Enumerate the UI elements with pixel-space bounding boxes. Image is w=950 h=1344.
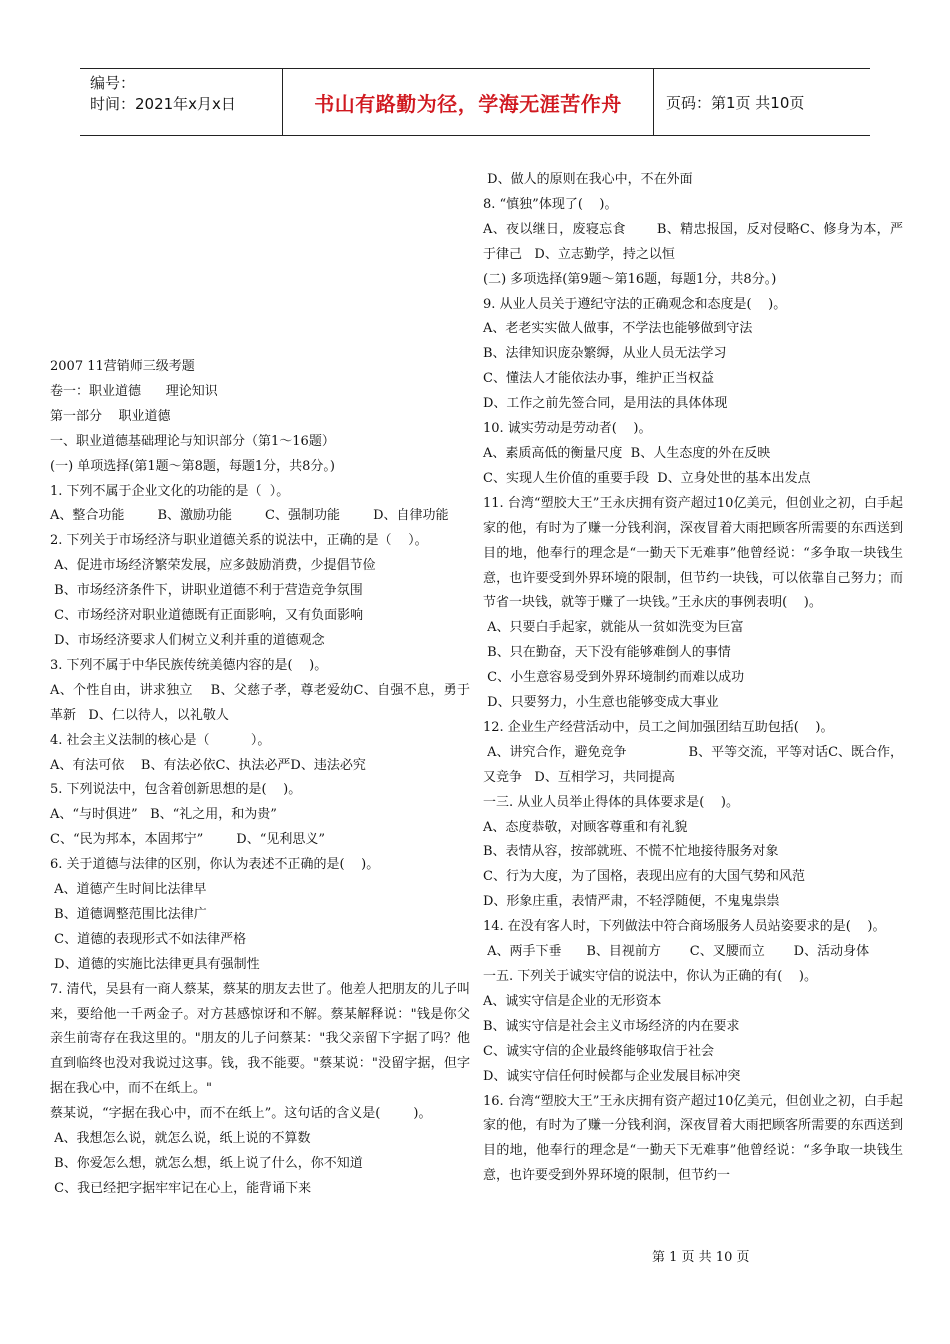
text-line: B、法律知识庞杂繁缛，从业人员无法学习 xyxy=(483,346,727,362)
text-line: C、实现人生价值的重要手段 D、立身处世的基本出发点 xyxy=(483,470,811,486)
text-line: 第一部分 职业道德 xyxy=(50,408,171,424)
time-label: 时间：2021年x月x日 xyxy=(90,95,236,113)
text-line: B、诚实守信是社会主义市场经济的内在要求 xyxy=(483,1018,740,1034)
text-line: 2007 11营销师三级考题 xyxy=(50,359,195,374)
text-line: 4. 社会主义法制的核心是（ ）。 xyxy=(50,732,271,748)
text-line: D、道德的实施比法律更具有强制性 xyxy=(50,956,260,972)
text-line: C、市场经济对职业道德既有正面影响，又有负面影响 xyxy=(50,608,364,624)
text-line: A、我想怎么说，就怎么说，纸上说的不算数 xyxy=(50,1131,311,1147)
page-header xyxy=(80,68,870,136)
number-label: 编号： xyxy=(90,74,136,92)
text-line: B、市场经济条件下，讲职业道德不利于营造竞争氛围 xyxy=(50,583,363,599)
text-line: 2. 下列关于市场经济与职业道德关系的说法中，正确的是（ ）。 xyxy=(50,533,428,549)
text-line: A、态度恭敬，对顾客尊重和有礼貌 xyxy=(483,819,688,835)
text-line: B、道德调整范围比法律广 xyxy=(50,906,207,922)
text-line: A、两手下垂 B、目视前方 C、叉腰而立 D、活动身体 xyxy=(483,944,870,960)
text-line: A、有法可依 B、有法必依C、执法必严D、违法必究 xyxy=(50,757,366,773)
text-line: C、道德的表现形式不如法律严格 xyxy=(50,931,247,947)
text-line: C、“民为邦本，本固邦宁” D、“见利思义” xyxy=(50,832,326,848)
text-line: C、诚实守信的企业最终能够取信于社会 xyxy=(483,1043,714,1059)
text-line: 1. 下列不属于企业文化的功能的是（ ）。 xyxy=(50,483,290,499)
text-line: 8. “慎独”体现了( )。 xyxy=(483,196,618,212)
text-line: A、素质高低的衡量尺度 B、人生态度的外在反映 xyxy=(483,445,771,461)
text-line: D、做人的原则在我心中，不在外面 xyxy=(483,172,693,187)
text-line: 5. 下列说法中，包含着创新思想的是( )。 xyxy=(50,782,302,798)
text-line: C、小生意容易受到外界环境制约而难以成功 xyxy=(483,670,745,686)
text-line: A、老老实实做人做事，不学法也能够做到守法 xyxy=(483,321,753,337)
motto: 书山有路勤为径，学海无涯苦作舟 xyxy=(314,91,622,116)
text-line: 7. 清代，吴县有一商人蔡某，蔡某的朋友去世了。他差人把朋友的儿子叫来，要给他一千两金子。对方甚感惊讶和不解。蔡某解释说："钱是你父亲生前寄存在我这里的。"朋友的儿子问蔡某："我父亲留下字据了吗？他直到临终也没对我说过这事。钱，我不能要。"蔡某说："没留字据，但字据在我心中，而不在纸上。" xyxy=(50,981,470,1097)
text-line: 16. 台湾“塑胶大王”王永庆拥有资产超过10亿美元，但创业之初，白手起家的他，有时为了赚一分钱利润，深夜冒着大雨把顾客所需要的东西送到目的地，他奉行的理念是“一勤天下无难事”他曾经说：“多争取一块钱生意，也许要受到外界环境的限制，但节约一 xyxy=(483,1093,903,1184)
text-line: C、懂法人才能依法办事，维护正当权益 xyxy=(483,371,714,387)
text-line: (一) 单项选择(第1题～第8题，每题1分，共8分。) xyxy=(50,458,336,474)
text-line: D、工作之前先签合同，是用法的具体体现 xyxy=(483,396,728,412)
text-line: 14. 在没有客人时，下列做法中符合商场服务人员站姿要求的是( )。 xyxy=(483,919,886,935)
text-line: A、整合功能 B、激励功能 C、强制功能 D、自律功能 xyxy=(50,508,449,524)
text-line: D、形象庄重，表情严肃，不轻浮随便，不鬼鬼祟祟 xyxy=(483,894,780,910)
text-line: A、只要白手起家，就能从一贫如洗变为巨富 xyxy=(483,620,744,636)
text-line: D、市场经济要求人们树立义利并重的道德观念 xyxy=(50,632,325,648)
text-line: A、促进市场经济繁荣发展，应多鼓励消费，少提倡节俭 xyxy=(50,558,376,574)
text-line: A、道德产生时间比法律早 xyxy=(50,882,207,898)
header-page-info-cell xyxy=(654,69,870,135)
text-line: 3. 下列不属于中华民族传统美德内容的是( )。 xyxy=(50,657,328,673)
right-column xyxy=(483,168,903,1189)
text-line: 6. 关于道德与法律的区别，你认为表述不正确的是( )。 xyxy=(50,857,380,873)
left-column xyxy=(50,355,470,1202)
text-line: B、只在勤奋，天下没有能够难倒人的事情 xyxy=(483,645,731,661)
text-line: 一三. 从业人员举止得体的具体要求是( )。 xyxy=(483,794,739,810)
text-line: B、表情从容，按部就班、不慌不忙地接待服务对象 xyxy=(483,844,779,860)
text-line: 蔡某说，“字据在我心中，而不在纸上”。这句话的含义是( )。 xyxy=(50,1106,432,1122)
text-line: A、夜以继日，废寝忘食 B、精忠报国，反对侵略C、修身为本，严于律己 D、立志勤学，持之以恒 xyxy=(483,221,903,262)
page-info: 页码：第1页 共10页 xyxy=(666,93,805,112)
text-line: C、我已经把字据牢牢记在心上，能背诵下来 xyxy=(50,1180,312,1196)
header-meta xyxy=(80,69,282,135)
text-line: B、你爱怎么想，就怎么想，纸上说了什么，你不知道 xyxy=(50,1156,363,1171)
text-line: D、诚实守信任何时候都与企业发展目标冲突 xyxy=(483,1068,741,1084)
page-footer: 第 1 页 共 10 页 xyxy=(652,1250,750,1265)
text-line: 卷一：职业道德 理论知识 xyxy=(50,383,218,399)
text-line: 一、职业道德基础理论与知识部分（第1～16题） xyxy=(50,433,335,449)
text-line: A、“与时俱进” B、“礼之用，和为贵” xyxy=(50,807,277,823)
text-line: A、诚实守信是企业的无形资本 xyxy=(483,993,662,1009)
text-line: 11. 台湾“塑胶大王”王永庆拥有资产超过10亿美元，但创业之初，白手起家的他，有时为了赚一分钱利润，深夜冒着大雨把顾客所需要的东西送到目的地，他奉行的理念是“一勤天下无难事”他曾经说：“多争取一块钱生意，也许要受到外界环境的限制，但节约一块钱，可以依靠自己努力；而节省一块钱，就等于赚了一块钱。”王永庆的事例表明( )。 xyxy=(483,495,903,611)
text-line: (二) 多项选择(第9题～第16题，每题1分，共8分。) xyxy=(483,271,777,287)
text-line: A、个性自由，讲求独立 B、父慈子孝，尊老爱幼C、自强不息，勇于革新 D、仁以待人，以礼敬人 xyxy=(50,682,470,723)
text-line: 9. 从业人员关于遵纪守法的正确观念和态度是( )。 xyxy=(483,296,787,312)
text-line: 一五. 下列关于诚实守信的说法中，你认为正确的有( )。 xyxy=(483,969,817,984)
text-line: 10. 诚实劳动是劳动者( )。 xyxy=(483,421,652,437)
text-line: 12. 企业生产经营活动中，员工之间加强团结互助包括( )。 xyxy=(483,719,834,735)
text-line: C、行为大度，为了国格，表现出应有的大国气势和风范 xyxy=(483,869,805,885)
text-line: A、讲究合作，避免竞争 B、平等交流，平等对话C、既合作，又竞争 D、互相学习，共同提高 xyxy=(483,744,904,785)
header-motto-cell xyxy=(282,69,654,135)
text-line: D、只要努力，小生意也能够变成大事业 xyxy=(483,695,719,711)
